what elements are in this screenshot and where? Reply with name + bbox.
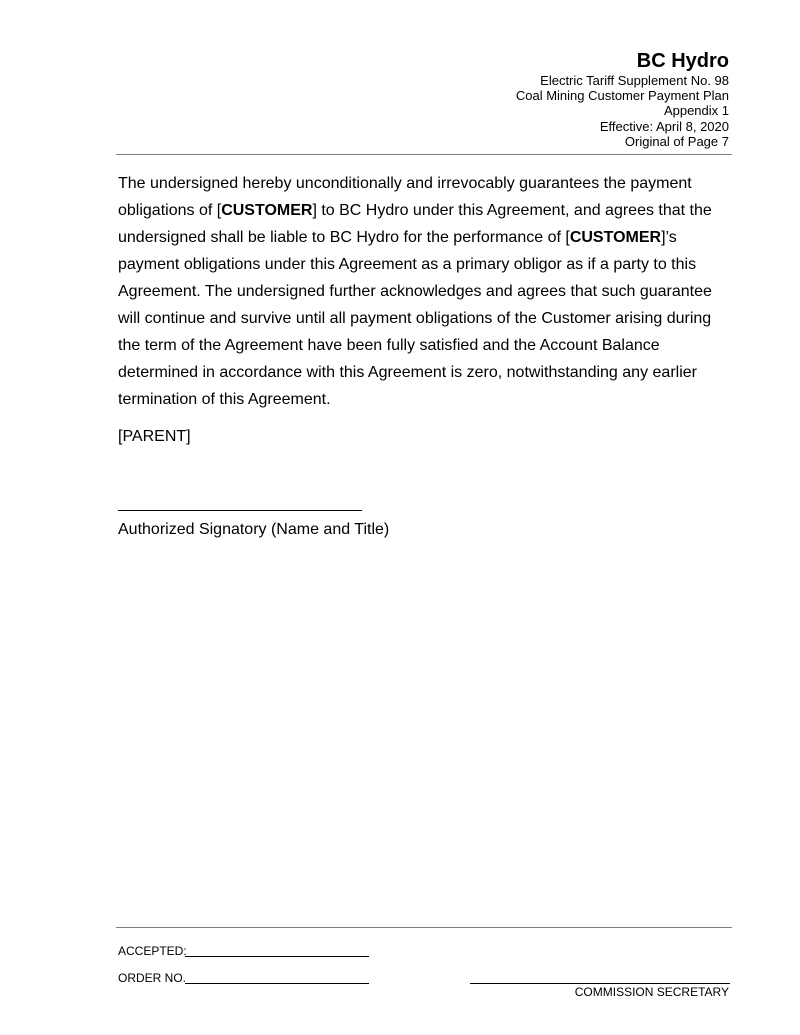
company-name: BC Hydro: [636, 50, 729, 72]
document-header: [516, 49, 729, 149]
plan-name-line: Coal Mining Customer Payment Plan: [515, 88, 729, 104]
accepted-blank-line: [185, 956, 369, 957]
customer-placeholder-1: CUSTOMER: [221, 202, 313, 219]
footer-divider: [116, 927, 732, 928]
paragraph-text-2: ] to BC Hydro under this Agreement, and agrees that the undersigned shall be liable to BC Hydro for the performance of [: [118, 202, 712, 246]
tariff-supplement-line: Electric Tariff Supplement No. 98: [540, 73, 729, 88]
effective-date-line: Effective: April 8, 2020: [599, 118, 729, 134]
header-divider: [116, 154, 732, 155]
guarantee-paragraph: [118, 170, 734, 413]
paragraph-text-3: ]’s payment obligations under this Agreement as a primary obligor as if a party to this Agreement. The undersigned further acknowledges and agrees that such guarantee will continue and survive until all payment obligations of the Customer arising during the term of the Agreement have been fully satisfied and the Account Balance determined in accordance with this Agreement is zero, notwithstanding any earlier termination of this Agreement.: [118, 229, 712, 408]
order-number-blank-line: [185, 983, 369, 984]
customer-placeholder-2: CUSTOMER: [569, 229, 662, 246]
signature-line: [118, 510, 362, 511]
page-number-line: Original of Page 7: [624, 133, 729, 149]
paragraph-text-1: The undersigned hereby unconditionally and irrevocably guarantees the payment obligations of [: [118, 175, 692, 219]
accepted-label: ACCEPTED:: [118, 944, 187, 958]
commission-secretary-label: COMMISSION SECRETARY: [574, 985, 729, 999]
parent-placeholder: [PARENT]: [118, 428, 191, 445]
order-number-label: ORDER NO.: [118, 971, 187, 985]
appendix-line: Appendix 1: [663, 103, 729, 119]
signature-label: Authorized Signatory (Name and Title): [118, 521, 390, 538]
